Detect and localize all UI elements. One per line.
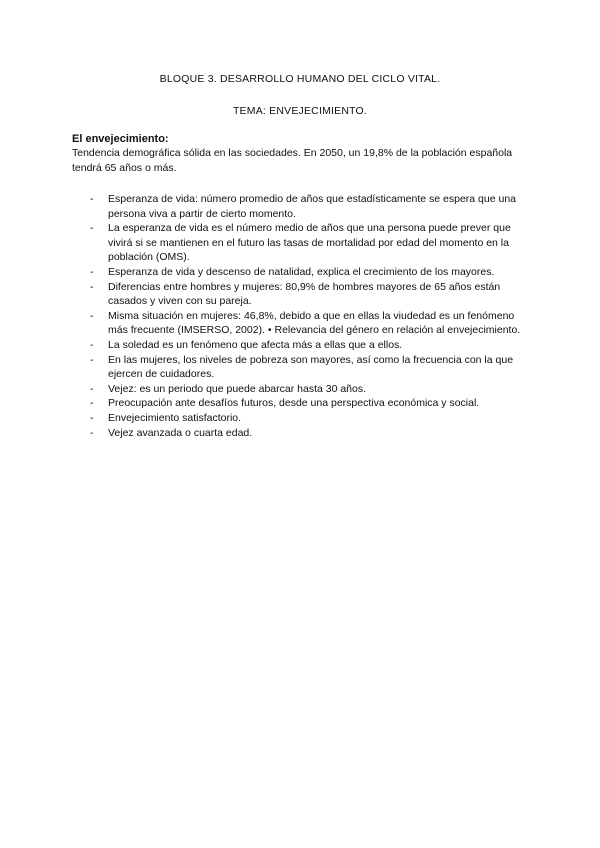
list-item — [72, 309, 532, 338]
bullet-dash: - — [90, 280, 94, 293]
document-subtitle: TEMA: ENVEJECIMIENTO. — [232, 105, 368, 117]
list-item-text: La esperanza de vida es el número medio de años que una persona puede prever que vivirá si se mantienen en el futuro las tasas de mortalidad por edad del momento en la población (OMS). — [108, 222, 511, 264]
list-item-text: Esperanza de vida: número promedio de años que estadísticamente se espera que una persona viva a partir de cierto momento. — [108, 193, 517, 220]
bullet-dash: - — [90, 309, 94, 322]
list-item-text: Esperanza de vida y descenso de natalidad, explica el crecimiento de los mayores. — [108, 265, 495, 278]
bullet-dash: - — [90, 265, 94, 278]
list-item — [72, 338, 532, 353]
list-item-text: Vejez: es un periodo que puede abarcar hasta 30 años. — [108, 382, 367, 395]
bullet-dash: - — [90, 222, 94, 235]
list-item-text: En las mujeres, los niveles de pobreza son mayores, así como la frecuencia con la que ejercen de cuidadores. — [108, 353, 514, 381]
intro-paragraph: Tendencia demográfica sólida en las sociedades. En 2050, un 19,8% de la población española tendrá 65 años o más. — [72, 147, 513, 174]
bullet-dash: - — [90, 382, 94, 395]
document-title: BLOQUE 3. DESARROLLO HUMANO DEL CICLO VITAL. — [159, 73, 441, 85]
bullet-list — [72, 192, 532, 440]
bullet-dash: - — [90, 426, 94, 439]
list-item — [72, 192, 532, 221]
bullet-dash: - — [90, 193, 94, 205]
list-item — [72, 396, 532, 411]
section-intro — [72, 132, 532, 176]
bullet-dash: - — [90, 411, 94, 424]
list-item — [72, 221, 532, 265]
bullet-dash: - — [90, 338, 94, 351]
list-item-text: Diferencias entre hombres y mujeres: 80,9% de hombres mayores de 65 años están casados y viven con su pareja. — [108, 280, 501, 308]
section-heading: El envejecimiento: — [72, 133, 169, 145]
list-item — [72, 411, 532, 426]
list-item-text: Envejecimiento satisfactorio. — [108, 411, 242, 424]
bullet-dash: - — [90, 397, 94, 410]
list-item — [72, 426, 532, 441]
list-item — [72, 280, 532, 309]
bullet-dash: - — [90, 353, 94, 366]
list-item — [72, 353, 532, 382]
list-item-text: Preocupación ante desafíos futuros, desde una perspectiva económica y social. — [108, 397, 480, 410]
list-item — [72, 382, 532, 397]
list-item — [72, 265, 532, 280]
list-item-text: Misma situación en mujeres: 46,8%, debido a que en ellas la viudedad es un fenómeno más frecuente (IMSERSO, 2002). • Relevancia del género en relación al envejecimiento. — [108, 309, 521, 337]
list-item-text: Vejez avanzada o cuarta edad. — [108, 426, 253, 439]
list-item-text: La soledad es un fenómeno que afecta más a ellas que a ellos. — [108, 338, 403, 351]
